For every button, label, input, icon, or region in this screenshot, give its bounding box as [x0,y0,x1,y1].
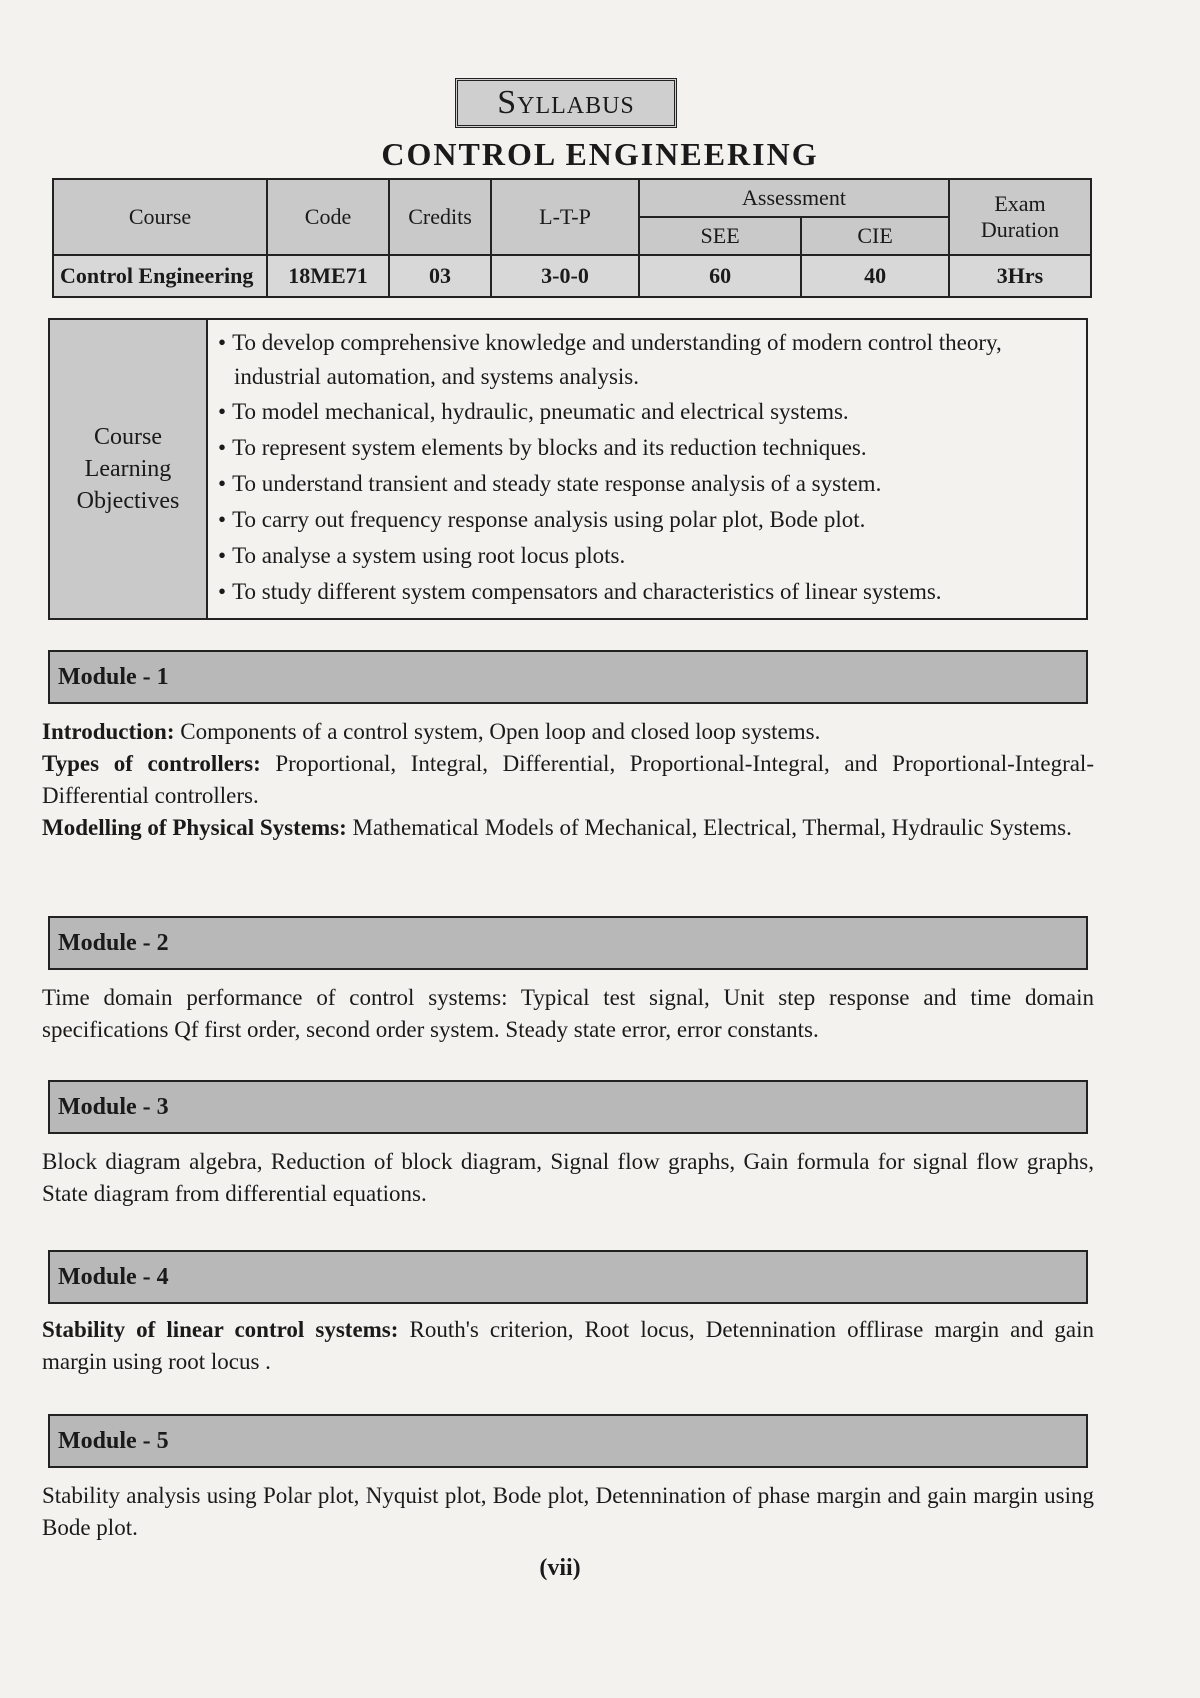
learning-objectives-label [50,320,208,618]
module-4-text: Routh's criterion, Root locus, Detennination offlirase margin and gain margin using root locus . [42,1317,1094,1374]
assessment-header: Assessment [639,179,949,217]
objective-item: • To develop comprehensive knowledge and understanding of modern control theory, industrial automation, and systems analysis. [218,326,1076,394]
credits-header: Credits [389,179,491,255]
objectives-label-line3: Objectives [76,488,180,514]
credits-cell: 03 [389,255,491,297]
module-1-controllers-text: Proportional, Integral, Differential, Proportional-Integral, and Proportional-Integral-Differential controllers. [42,751,1094,808]
objective-item: • To represent system elements by blocks and its reduction techniques. [218,430,1076,466]
module-1-modelling [42,812,1094,844]
objectives-list [218,326,1076,610]
ltp-cell: 3-0-0 [491,255,639,297]
module-1-intro [42,716,1094,748]
see-header: SEE [639,217,801,255]
code-cell: 18ME71 [267,255,389,297]
module-4-para [42,1314,1094,1378]
syllabus-title: Syllabus [455,78,677,128]
page-number: (vii) [539,1555,581,1581]
exam-duration-header-line2: Duration [980,217,1060,242]
objective-item: • To understand transient and steady state response analysis of a system. [218,466,1076,502]
subject-title: CONTROL ENGINEERING [381,136,819,172]
module-3-content [42,1146,1094,1210]
objective-item: • To carry out frequency response analysis using polar plot, Bode plot. [218,502,1076,538]
module-4-head: Stability of linear control systems: [42,1317,399,1342]
course-header: Course [53,179,267,255]
module-2-text: Time domain performance of control systems: Typical test signal, Unit step response and time domain specifications Qf first order, second order system. Steady state error, error constants. [42,985,1094,1042]
module-5-heading: Module - 5 [48,1414,1088,1468]
cie-header: CIE [801,217,949,255]
module-4-content [42,1314,1094,1378]
see-cell: 60 [639,255,801,297]
module-1-content [42,716,1094,844]
exam-duration-header [949,179,1091,255]
exam-duration-header-line1: Exam [994,191,1046,216]
objective-item: • To study different system compensators and characteristics of linear systems. [218,574,1076,610]
module-2-heading: Module - 2 [48,916,1088,970]
objective-item: • To model mechanical, hydraulic, pneumatic and electrical systems. [218,394,1076,430]
module-1-modelling-text: Mathematical Models of Mechanical, Electrical, Thermal, Hydraulic Systems. [346,815,1072,840]
module-1-intro-head: Introduction: [42,719,175,744]
objectives-label-line2: Learning [84,456,172,482]
module-2-content [42,982,1094,1046]
course-name-cell: Control Engineering [53,255,267,297]
module-1-controllers [42,748,1094,812]
module-5-content [42,1480,1094,1544]
module-5-text: Stability analysis using Polar plot, Nyquist plot, Bode plot, Detennination of phase margin and gain margin using Bode plot. [42,1483,1094,1540]
learning-objectives-box [48,318,1088,620]
objectives-label-line1: Course [93,424,162,450]
objective-item: • To analyse a system using root locus plots. [218,538,1076,574]
module-3-heading: Module - 3 [48,1080,1088,1134]
module-1-heading: Module - 1 [48,650,1088,704]
course-info-table [52,178,1092,298]
ltp-header: L-T-P [491,179,639,255]
module-1-controllers-head: Types of controllers: [42,751,261,776]
code-header: Code [267,179,389,255]
duration-cell: 3Hrs [949,255,1091,297]
module-1-modelling-head: Modelling of Physical Systems: [42,815,347,840]
module-3-text: Block diagram algebra, Reduction of block diagram, Signal flow graphs, Gain formula for signal flow graphs, State diagram from differential equations. [42,1149,1094,1206]
module-4-heading: Module - 4 [48,1250,1088,1304]
objectives-list-wrap [208,320,1086,618]
cie-cell: 40 [801,255,949,297]
module-1-intro-text: Components of a control system, Open loop and closed loop systems. [174,719,821,744]
